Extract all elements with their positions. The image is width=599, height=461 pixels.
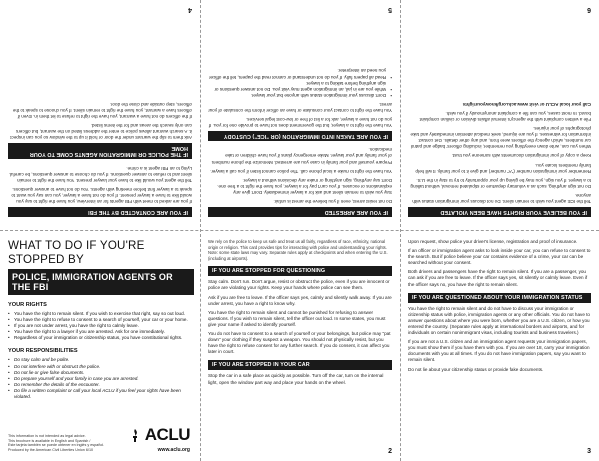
torch-icon	[127, 428, 143, 442]
panel-5-bullets	[208, 67, 392, 97]
list-item: • If you are not under arrest, you have the right to calmly leave.	[8, 323, 194, 329]
aclu-url: www.aclu.org	[157, 447, 190, 453]
panel-5-para: Prepare yourself and your family in case you are arrested. Memorize the phone numbers of your family and your lawyer. Make emergency plans if you have children or take medication.	[211, 147, 392, 165]
legal-line: This brochure is available in English and Spanish /	[8, 438, 91, 443]
panel-6-footer: Call your local ACLU or visit www.aclu.org/knowyourrights	[462, 101, 591, 107]
list-item: • Don't discuss your immigration status with anyone but your lawyer.	[208, 92, 392, 98]
cover-title: WHAT TO DO IF YOU'RE STOPPED BY	[8, 239, 145, 266]
page-number-2: 2	[388, 448, 392, 455]
panel-2-para: Ask if you are free to leave. If the officer says yes, calmly and silently walk away. If you are under arrest, you have a right to know why.	[208, 294, 392, 306]
panel-4-header-fbi: IF YOU ARE CONTACTED BY THE FBI	[8, 207, 192, 217]
list-item: • Do prepare yourself and your family in case you are arrested.	[8, 376, 194, 382]
legal-line: This information is not intended as legal advice.	[8, 433, 86, 438]
panel-5-header-ice-custody: IF YOU ARE TAKEN INTO IMMIGRATION (OR "ICE") CUSTODY	[208, 131, 392, 141]
list-item: • You have the right to remain silent. If you wish to exercise that right, say so out loud.	[8, 311, 194, 317]
aclu-logo	[127, 425, 190, 445]
cover-banner: POLICE, IMMIGRATION AGENTS OR THE FBI	[8, 269, 194, 295]
panel-2-para: Stop the car in a safe place as quickly as possible. Turn off the car, turn on the internal light, open the window part way and place your hands on the wheel.	[208, 373, 384, 385]
list-item: • You have the right to a lawyer if you are arrested. Ask for one immediately.	[8, 329, 194, 335]
legal-line: Produced by the American Civil Liberties Union 6/10	[8, 448, 94, 453]
panel-3-header-immigration: IF YOU ARE QUESTIONED ABOUT YOUR IMMIGRATION STATUS	[408, 293, 591, 303]
panel-6	[400, 0, 599, 230]
panel-4-para: If the officers do not have a warrant, you have the right to refuse to let them in. Even if officers have a warrant, you have the right to remain silent. If you choose to speak to the officers, step outside and close the door.	[12, 101, 192, 120]
list-item: • Do remember the details of the encounter.	[8, 382, 194, 388]
your-responsibilities-list	[8, 357, 194, 400]
panel-1-cover	[0, 231, 200, 461]
panel-5-para: Do not resist arrest, even if you believe the arrest is unfair.	[273, 199, 392, 204]
aclu-logo-text: ACLU	[144, 425, 190, 444]
panel-2-para: You do not have to consent to a search of yourself or your belongings, but police may "pat down" your clothing if they suspect a weapon. You should not physically resist, but you have the right to refuse consent for any further search. If you do consent, it can affect you later in court.	[208, 331, 391, 355]
panel-5-para: Say you wish to remain silent and ask for a lawyer immediately. Don't give any explanations or excuses. If you can't pay for a lawyer, you have the right to a free one. Don't say anything, sign anything or make any decisions without a lawyer.	[217, 177, 392, 195]
your-rights-list	[8, 311, 194, 341]
list-item: • Do not lie or give false documents.	[8, 370, 194, 376]
panel-5-header-arrested: IF YOU ARE ARRESTED	[208, 207, 392, 217]
page-number-4: 4	[188, 6, 192, 13]
panel-6-para: File a written complaint with the agency's internal affairs division or civilian complaint board. In most cases, you can file a complaint anonymously if you wish.	[419, 110, 591, 122]
legal-line: Este tarjeta también se puede obtener en inglés y español.	[8, 443, 105, 448]
panel-6-para: Tell the ICE agent you wish to remain silent. Do not discuss your immigration status with anyone.	[412, 192, 591, 204]
panel-3-para: If you are not a U.S. citizen and an immigration agent requests your immigration papers, you must show them if you have them with you. If you are over 18, carry your immigration documents with you at all times. If you do not have immigration papers, say you want to remain silent.	[408, 339, 590, 363]
page-number-3: 3	[587, 448, 591, 455]
list-item: • You have the right to refuse to consent to a search of yourself, your car or your home.	[8, 317, 194, 323]
panel-3-para: Do not lie about your citizenship status or provide fake documents.	[408, 366, 544, 372]
your-rights-heading: YOUR RIGHTS	[8, 302, 47, 308]
panel-2-para: Stay calm. Don't run. Don't argue, resist or obstruct the police, even if you are innocent or police are violating your rights. Keep your hands where police can see them.	[208, 279, 390, 291]
list-item: • Do stay calm and be polite.	[8, 357, 194, 363]
panel-2	[200, 231, 400, 461]
panel-3-para: Both drivers and passengers have the right to remain silent. If you are a passenger, you can ask if you are free to leave. If the officer says yes, sit silently or calmly leave. Even if the officer says no, you have the right to remain silent.	[408, 269, 588, 287]
list-item: • While you are in jail, an immigration agent may visit you. Do not answer questions or sign anything before talking to a lawyer.	[208, 80, 392, 92]
panel-2-header-questioning: IF YOU ARE STOPPED FOR QUESTIONING	[208, 266, 392, 276]
panel-6-para: Keep a copy of your immigration documents with someone you trust.	[451, 153, 591, 159]
panel-2-para: You have the right to remain silent and cannot be punished for refusing to answer questions. If you wish to remain silent, tell the officer out loud. In some states, you must give your name if asked to identify yourself.	[208, 309, 386, 327]
page-number-6: 6	[587, 6, 591, 13]
panel-6-para: Remember your immigration number ("A" number) and give it to your family. It will help family members locate you.	[415, 162, 591, 174]
list-item: • Do not interfere with or obstruct the police.	[8, 364, 194, 370]
panel-5-para: You have the right to a lawyer, but the government does not have to provide one for you. If you do not have a lawyer, ask for a list of free or low-cost legal services.	[208, 117, 392, 129]
panel-6-header-violated: IF YOU BELIEVE YOUR RIGHTS HAVE BEEN VIOLATED	[408, 207, 591, 217]
panel-4-para: If you are asked to meet with FBI agents for an interview, you have the right to say you would like to have a lawyer present. If you do not have a lawyer, you can say you want to speak to a lawyer first before meeting with agents. You do not have to answer questions.	[11, 186, 192, 204]
panel-3-para: If an officer or immigration agent asks to look inside your car, you can refuse to consent to the search. But if police believe your car contains evidence of a crime, your car can be searched without your consent.	[408, 248, 591, 266]
panel-4	[0, 0, 200, 230]
panel-5	[200, 0, 400, 230]
legal-notice	[8, 434, 118, 453]
panel-3-para: You have the right to remain silent and do not have to discuss your immigration or citizenship status with police, immigration agents or any other officials. You do not have to answer questions about where you were born, whether you are a U.S. citizen, or how you entered the country. (Separate rules apply at international borders and airports, and for individuals on certain nonimmigrant visas, including tourists and business travelers.)	[408, 305, 590, 336]
list-item: • Do file a written complaint or call your local ACLU if you feel your rights have been violated.	[8, 388, 194, 400]
panel-6-para: When you can, write down everything you remember, including officers' badge and patrol car numbers, which agency the officers were from, and any other details. Get contact information for witnesses. If you are injured, seek medical attention immediately and take photographs of your injuries.	[410, 126, 591, 150]
your-responsibilities-heading: YOUR RESPONSIBILITIES	[8, 348, 78, 355]
page-number-5: 5	[388, 6, 392, 13]
panel-3	[400, 231, 599, 461]
panel-5-para: You have the right to make a local phone call. The police cannot listen if you call a lawyer.	[210, 168, 392, 174]
panel-4-para: Tell the agent you would like to have your lawyer present. You have the right to remain silent and to refuse to answer questions. If you do choose to answer questions, be careful. Lying to an FBI agent is a crime.	[8, 165, 192, 183]
panel-4-header-home: IF THE POLICE OR IMMIGRATION AGENTS COME TO YOUR HOME	[8, 143, 192, 159]
panel-5-para: You have the right to contact your consulate or have an officer inform the consulate of your arrest.	[208, 101, 392, 114]
panel-4-para: Ask them to slip the warrant under the door or hold it up to the window so you can inspect it. A search warrant allows police to enter the address listed on the warrant, but officers can only search the areas and for the items listed.	[10, 123, 192, 141]
list-item: • Read all papers fully. If you do not understand or cannot read the papers, tell the officer you need an interpreter.	[208, 67, 392, 79]
panel-6-para: Do not sign anything, such as a voluntary departure or stipulated removal, without talking to a lawyer. If you sign, you may be giving up your opportunity to try to stay in the U.S.	[410, 177, 591, 189]
list-item: • Regardless of your immigration or citizenship status, you have constitutional rights.	[8, 335, 194, 341]
panel-2-header-car: IF YOU ARE STOPPED IN YOUR CAR	[208, 360, 392, 370]
panel-3-para: Upon request, show police your driver's license, registration and proof of insurance.	[408, 239, 578, 244]
panel-2-intro: We rely on the police to keep us safe and treat us all fairly, regardless of race, ethnicity, national origin or religion. This card provides tips for interacting with police and understanding your rights. Note: some state laws may vary. Separate rules apply at checkpoints and when entering the U.S. (including at airports).	[208, 239, 388, 261]
